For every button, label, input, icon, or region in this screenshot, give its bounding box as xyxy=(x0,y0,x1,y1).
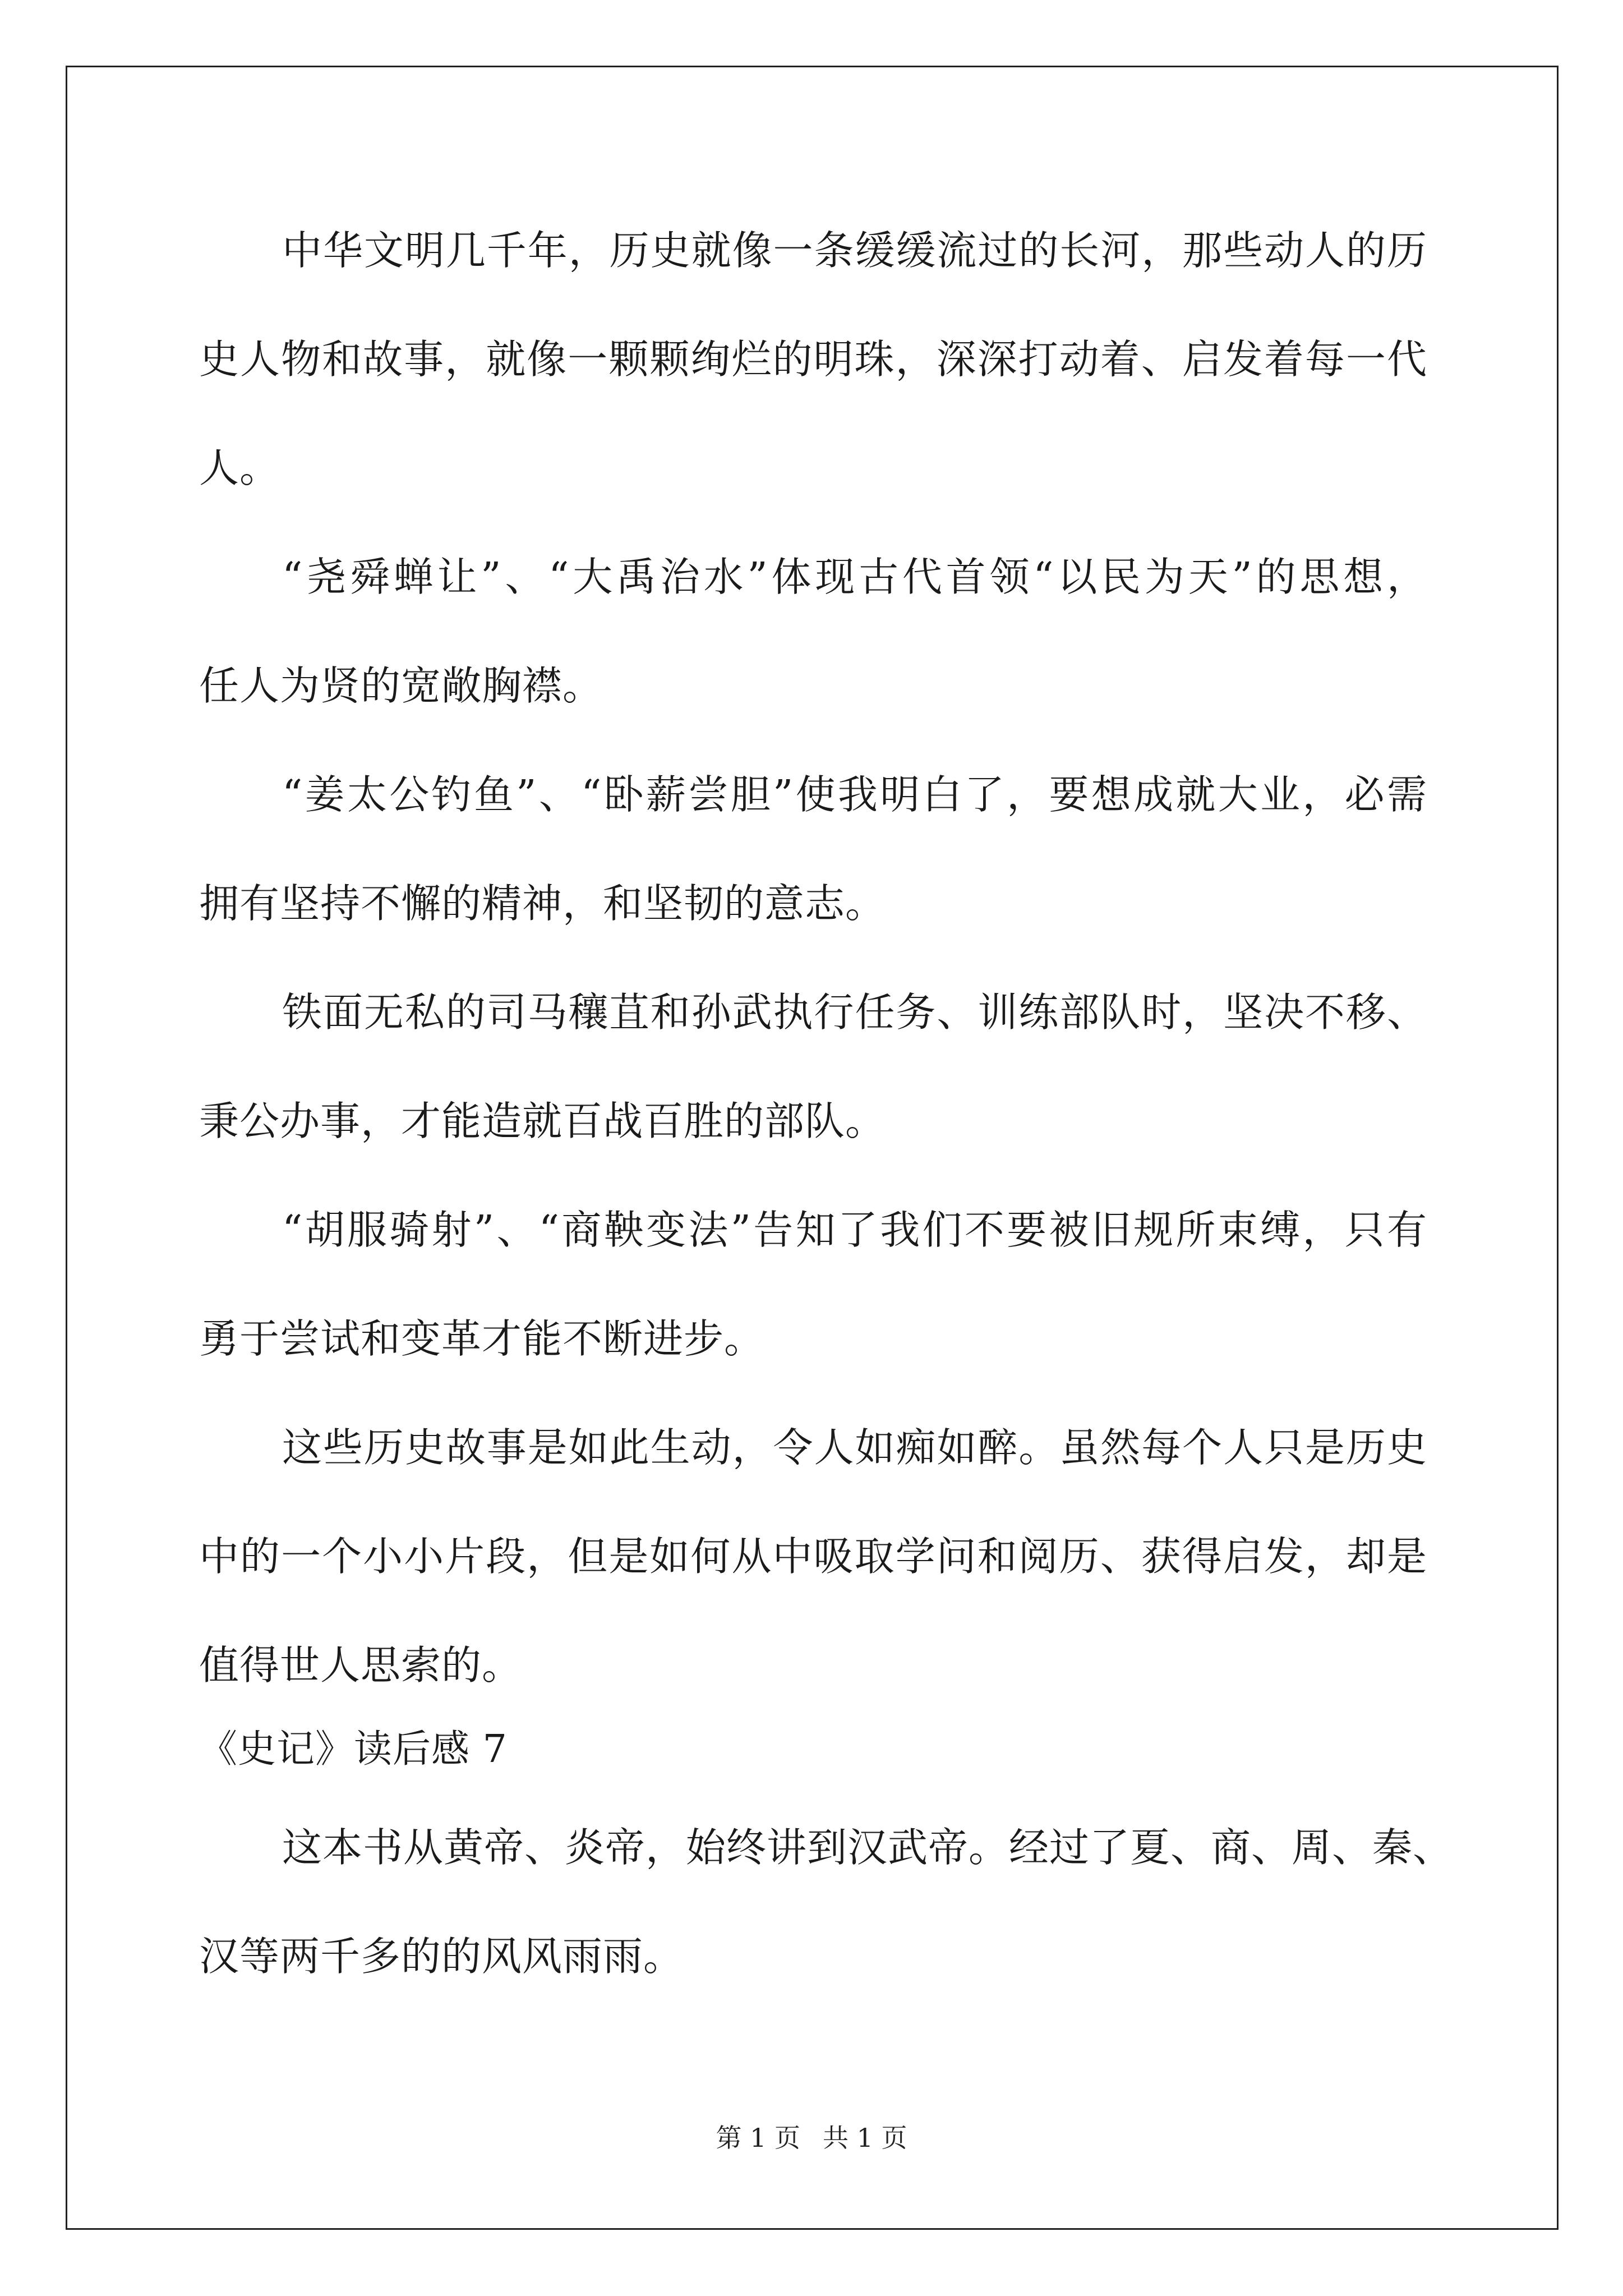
page-total: 共 1 页 xyxy=(823,2123,907,2153)
section-heading: 《史记》读后感 7 xyxy=(199,1727,508,1772)
page-number: 第 1 页 xyxy=(716,2123,800,2153)
paragraph-line: 中的一个小小片段，但是如何从中吸取学问和阅历、获得启发，却是 xyxy=(199,1533,1427,1580)
page-footer xyxy=(0,2125,1623,2151)
paragraph-line: “尧舜蝉让”、“大禹治水”体现古代首领“以民为天”的思想， xyxy=(282,554,1427,600)
paragraph-line: 中华文明几千年，历史就像一条缓缓流过的长河，那些动人的历 xyxy=(282,227,1427,274)
paragraph-line: “姜太公钓鱼”、“卧薪尝胆”使我明白了，要想成就大业，必需 xyxy=(282,771,1427,818)
paragraph-line: 值得世人思索的。 xyxy=(199,1642,523,1688)
paragraph-line: 秉公办事，才能造就百战百胜的部队。 xyxy=(199,1098,886,1144)
paragraph-line: 拥有坚持不懈的精神，和坚韧的意志。 xyxy=(199,880,886,927)
paragraph-line: 任人为贤的宽敞胸襟。 xyxy=(199,662,603,709)
page-border xyxy=(66,66,1559,2230)
paragraph-line: 勇于尝试和变革才能不断进步。 xyxy=(199,1315,765,1362)
paragraph-line: 铁面无私的司马穰苴和孙武执行任务、训练部队时，坚决不移、 xyxy=(282,989,1427,1036)
paragraph-line: 这本书从黄帝、炎帝，始终讲到汉武帝。经过了夏、商、周、秦、 xyxy=(282,1824,1454,1871)
paragraph-line: 这些历史故事是如此生动，令人如痴如醉。虽然每个人只是历史 xyxy=(282,1424,1427,1471)
paragraph-line: 汉等两千多的的风风雨雨。 xyxy=(199,1933,684,1980)
paragraph-line: 人。 xyxy=(199,445,280,491)
paragraph-line: “胡服骑射”、“商鞅变法”告知了我们不要被旧规所束缚，只有 xyxy=(282,1207,1427,1253)
paragraph-line: 史人物和故事，就像一颗颗绚烂的明珠，深深打动着、启发着每一代 xyxy=(199,336,1427,383)
